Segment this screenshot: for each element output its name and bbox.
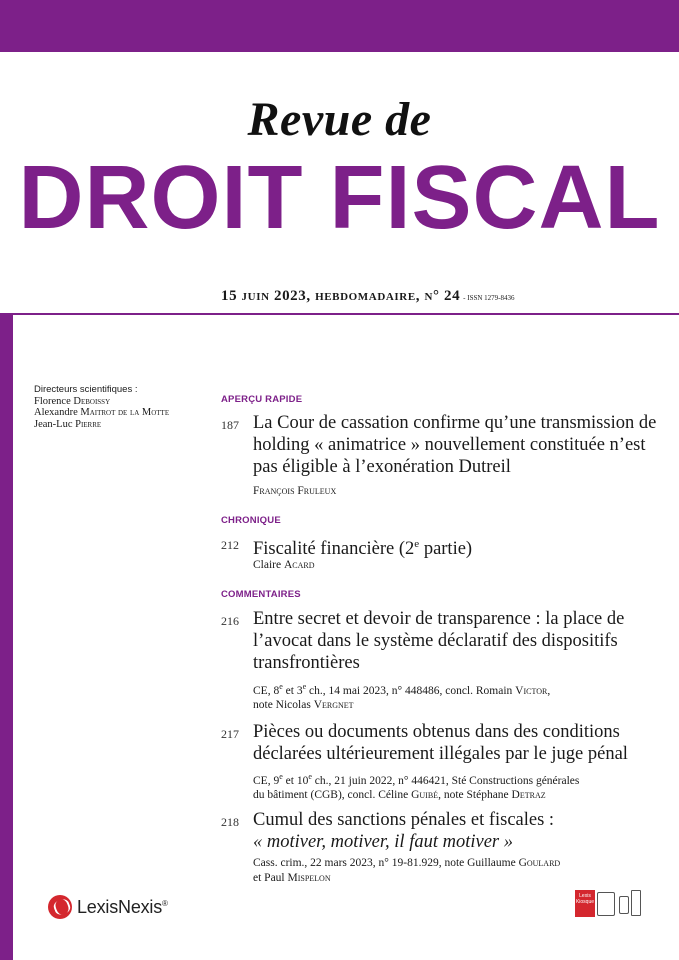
- article-reference-218: Cass. crim., 22 mars 2023, n° 19-81.929, note Guillaume Goulard et Paul Mispelon: [253, 857, 561, 884]
- director-name: Jean-Luc Pierre: [34, 418, 102, 430]
- lexisnexis-mark-icon: [48, 895, 72, 919]
- issn: - ISSN 1279-8436: [463, 294, 515, 302]
- article-title-217[interactable]: Pièces ou documents obtenus dans des conditions déclarées ultérieurement illégales par le juge pénal: [253, 722, 628, 764]
- header-divider: [13, 313, 679, 315]
- director-name: Florence Deboissy: [34, 395, 111, 407]
- publisher-name: LexisNexis®: [77, 896, 168, 917]
- journal-title-line2: DROIT FISCAL: [18, 148, 661, 248]
- article-author-187: François Fruleux: [253, 485, 337, 497]
- section-commentaires: COMMENTAIRES: [221, 589, 301, 600]
- tablet-icon: [597, 892, 615, 916]
- scientific-directors: [34, 384, 204, 430]
- issue-line: [221, 288, 515, 305]
- issue-date: 15 juin 2023, hebdomadaire, n° 24: [221, 288, 461, 304]
- screen-icon: [631, 890, 641, 916]
- article-number: 187: [221, 418, 239, 432]
- article-number: 217: [221, 727, 239, 741]
- section-apercu-rapide: APERÇU RAPIDE: [221, 394, 303, 405]
- lexisnexis-logo: [48, 895, 168, 919]
- article-title-218[interactable]: Cumul des sanctions pénales et fiscales : « motiver, motiver, il faut motiver »: [253, 810, 555, 852]
- lexis-kiosque-badge: Lexis Kiosque: [575, 890, 595, 917]
- phone-icon: [619, 896, 629, 914]
- section-chronique: CHRONIQUE: [221, 515, 281, 526]
- article-author-212: Claire Acard: [253, 559, 315, 571]
- directors-label: Directeurs scientifiques :: [34, 384, 138, 395]
- left-purple-band: [0, 313, 13, 960]
- article-reference-217: CE, 9e et 10e ch., 21 juin 2022, n° 446421, Sté Constructions générales du bâtiment (CGB), concl. Céline Guibé, note Stéphane Detraz: [253, 772, 580, 802]
- journal-title-line1: Revue de: [247, 93, 432, 146]
- article-number: 212: [221, 538, 239, 552]
- article-title-212[interactable]: Fiscalité financière (2e partie): [253, 538, 473, 560]
- director-name: Alexandre Maitrot de la Motte: [34, 407, 170, 418]
- article-title-187[interactable]: La Cour de cassation confirme qu’une transmission de holding « animatrice » nouvellement constituée n’est pas éligible à l’exonération Dutreil: [253, 413, 657, 477]
- article-number: 218: [221, 815, 239, 829]
- digital-edition-badge: [575, 890, 641, 920]
- top-purple-band: [0, 0, 679, 52]
- article-reference-216: CE, 8e et 3e ch., 14 mai 2023, n° 448486, concl. Romain Victor, note Nicolas Vergnet: [253, 682, 551, 712]
- article-title-216[interactable]: Entre secret et devoir de transparence : la place de l’avocat dans le système déclaratif des dispositifs transfrontières: [253, 609, 625, 673]
- article-number: 216: [221, 614, 239, 628]
